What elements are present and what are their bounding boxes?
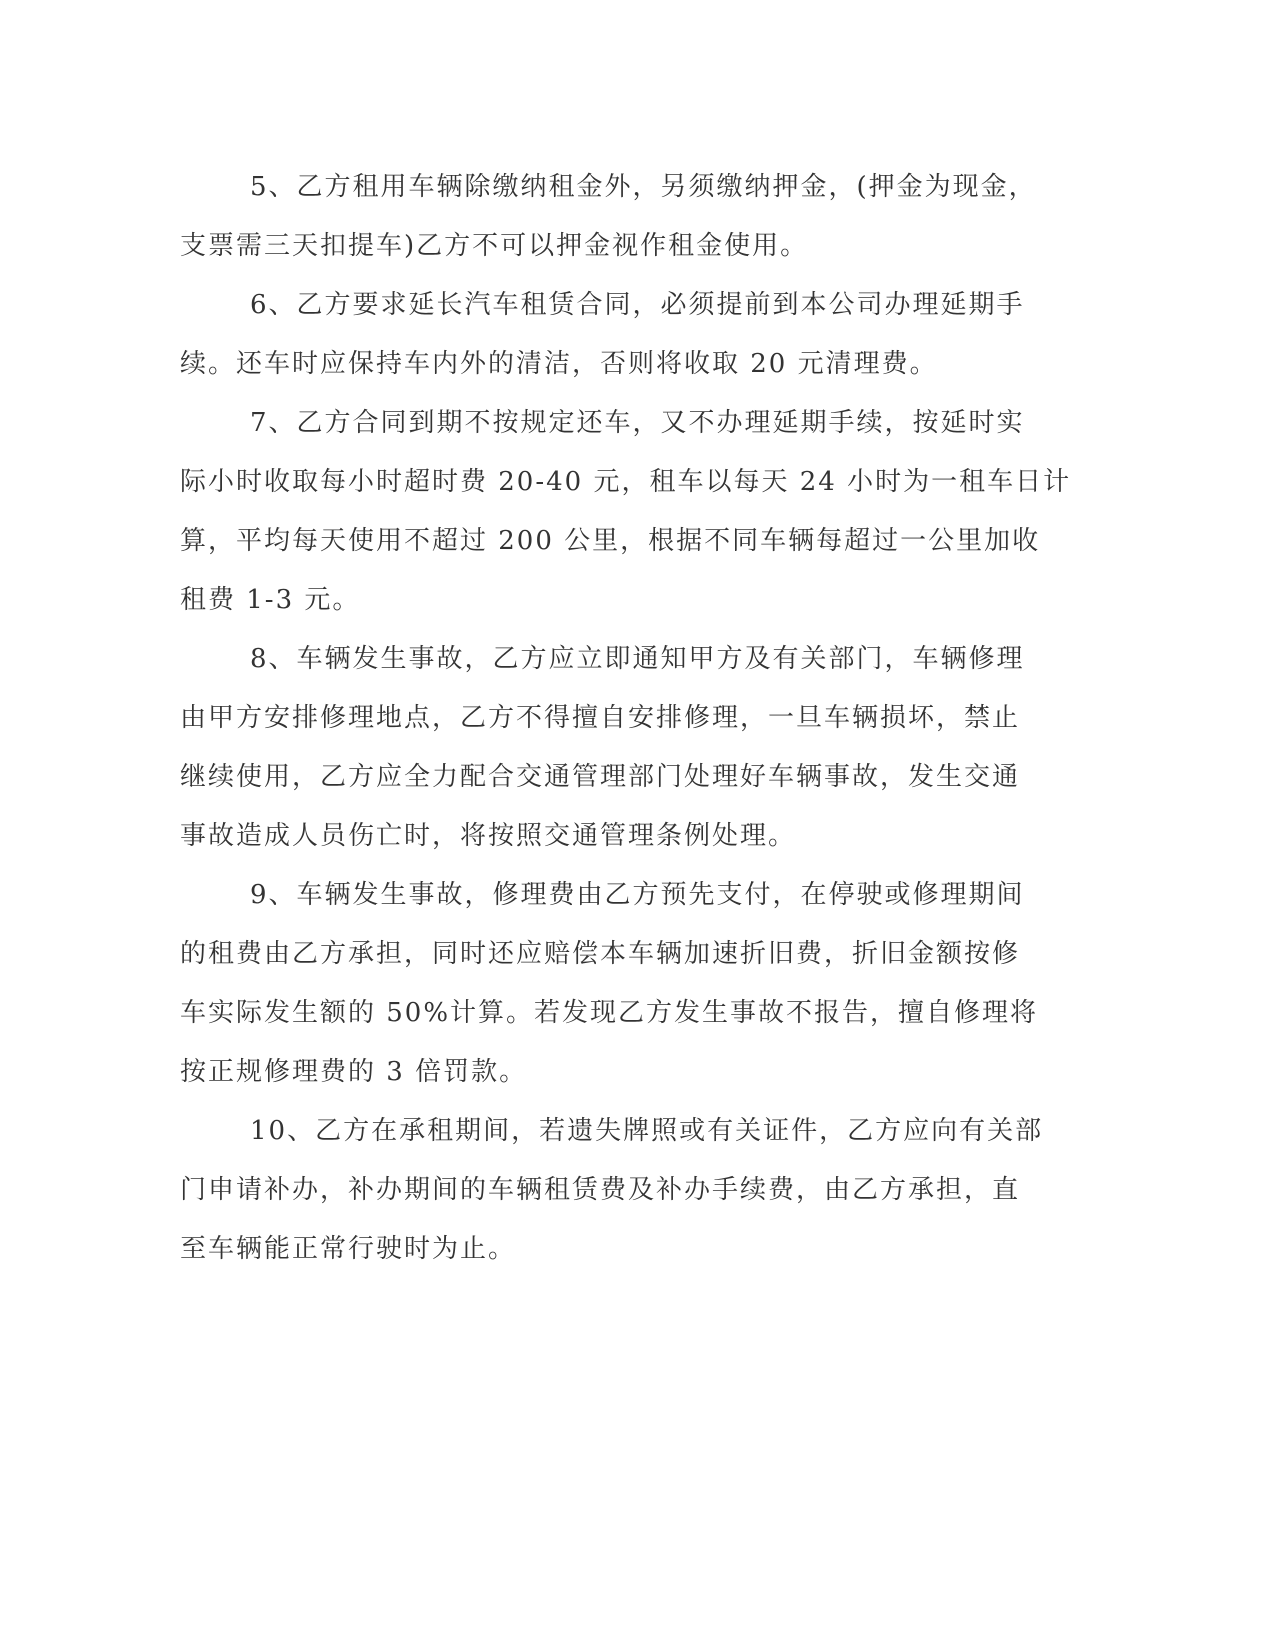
clause-10-paragraph xyxy=(180,1102,1044,1279)
paragraph-line: 续。还车时应保持车内外的清洁，否则将收取 20 元清理费。 xyxy=(180,349,938,379)
clause-6-paragraph xyxy=(180,276,1025,394)
paragraph-line: 际小时收取每小时超时费 20-40 元，租车以每天 24 小时为一租车日计 xyxy=(180,467,1072,497)
clause-8-paragraph xyxy=(180,630,1025,866)
paragraph-line: 车实际发生额的 50%计算。若发现乙方发生事故不报告，擅自修理将 xyxy=(180,998,1039,1028)
paragraph-line: 7、乙方合同到期不按规定还车，又不办理延期手续，按延时实 xyxy=(250,408,1025,438)
paragraph-line: 8、车辆发生事故，乙方应立即通知甲方及有关部门，车辆修理 xyxy=(250,644,1025,674)
paragraph-line: 事故造成人员伤亡时，将按照交通管理条例处理。 xyxy=(180,821,797,851)
paragraph-line: 由甲方安排修理地点，乙方不得擅自安排修理，一旦车辆损坏，禁止 xyxy=(180,703,1021,733)
paragraph-line: 门申请补办，补办期间的车辆租赁费及补办手续费，由乙方承担，直 xyxy=(180,1175,1021,1205)
paragraph-line: 的租费由乙方承担，同时还应赔偿本车辆加速折旧费，折旧金额按修 xyxy=(180,939,1021,969)
paragraph-line: 10、乙方在承租期间，若遗失牌照或有关证件，乙方应向有关部 xyxy=(250,1116,1044,1146)
paragraph-line: 6、乙方要求延长汽车租赁合同，必须提前到本公司办理延期手 xyxy=(250,290,1025,320)
clause-9-paragraph xyxy=(180,866,1039,1102)
paragraph-line: 支票需三天扣提车)乙方不可以押金视作租金使用。 xyxy=(180,231,809,261)
paragraph-line: 继续使用，乙方应全力配合交通管理部门处理好车辆事故，发生交通 xyxy=(180,762,1021,792)
document-body xyxy=(180,158,1072,1279)
paragraph-line: 9、车辆发生事故，修理费由乙方预先支付，在停驶或修理期间 xyxy=(250,880,1025,910)
paragraph-line: 至车辆能正常行驶时为止。 xyxy=(180,1234,517,1264)
paragraph-line: 5、乙方租用车辆除缴纳租金外，另须缴纳押金，(押金为现金， xyxy=(250,172,1037,202)
clause-5-paragraph xyxy=(180,158,1037,276)
clause-7-paragraph xyxy=(180,394,1072,630)
paragraph-line: 租费 1-3 元。 xyxy=(180,585,361,615)
paragraph-line: 算，平均每天使用不超过 200 公里，根据不同车辆每超过一公里加收 xyxy=(180,526,1041,556)
paragraph-line: 按正规修理费的 3 倍罚款。 xyxy=(180,1057,528,1087)
